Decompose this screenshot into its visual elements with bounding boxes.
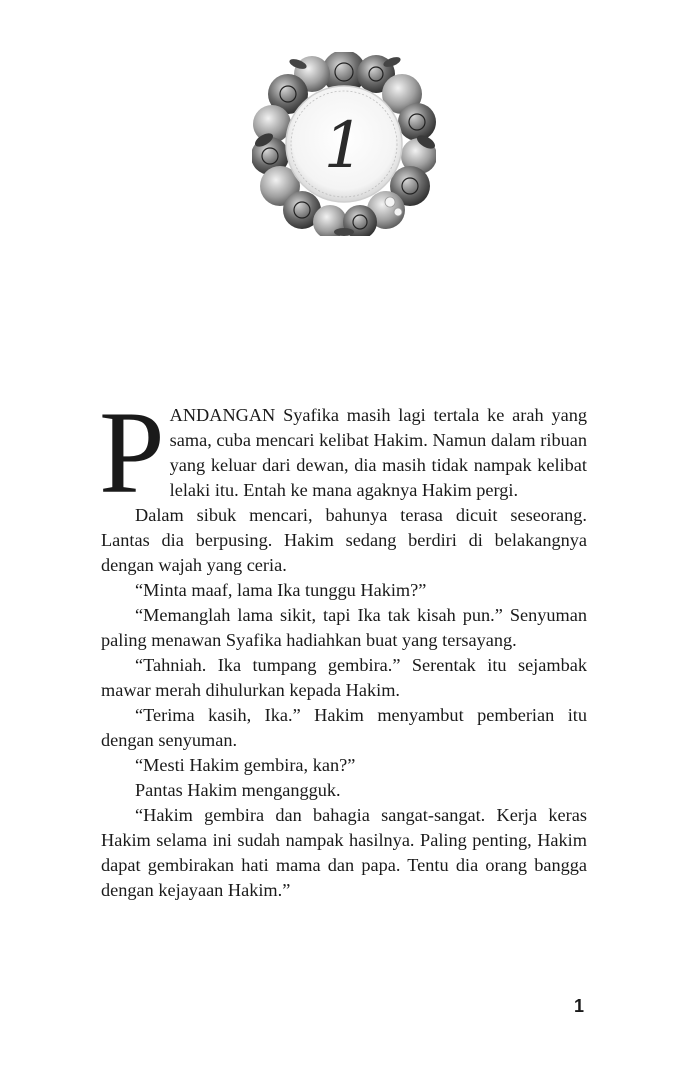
paragraph: Dalam sibuk mencari, bahunya terasa dicuit seseorang. Lantas dia berpusing. Hakim sedang berdiri di belakangnya dengan wajah yang ceria. [101, 505, 587, 575]
chapter-number: 1 [323, 109, 365, 183]
paragraph: “Tahniah. Ika tumpang gembira.” Serentak itu sejambak mawar merah dihulurkan kepada Hakim. [101, 655, 587, 700]
paragraph: “Minta maaf, lama Ika tunggu Hakim?” [135, 580, 427, 600]
page-number: 1 [573, 996, 584, 1016]
paragraph: “Terima kasih, Ika.” Hakim menyambut pemberian itu dengan senyuman. [101, 705, 587, 750]
paragraph: “Memanglah lama sikit, tapi Ika tak kisah pun.” Senyuman paling menawan Syafika hadiahkan buat yang tersayang. [101, 605, 587, 650]
chapter-emblem [252, 52, 436, 236]
drop-cap: P [99, 387, 165, 518]
opening-paragraph [99, 387, 587, 518]
paragraph: “Hakim gembira dan bahagia sangat-sangat. Kerja keras Hakim selama ini sudah nampak hasilnya. Paling penting, Hakim dapat gembirakan hati mama dan papa. Tentu dia orang bangga dengan kejayaan Hakim.” [101, 805, 587, 900]
opening-paragraph-text: ANDANGAN Syafika masih lagi tertala ke arah yang sama, cuba mencari kelibat Hakim. Namun dalam ribuan yang keluar dari dewan, dia masih tidak nampak kelibat lelaki itu. Entah ke mana agaknya Hakim pergi. [169, 405, 587, 500]
chapter-body [99, 387, 587, 903]
paragraph: Pantas Hakim mengangguk. [135, 780, 341, 800]
paragraph: “Mesti Hakim gembira, kan?” [135, 755, 356, 775]
